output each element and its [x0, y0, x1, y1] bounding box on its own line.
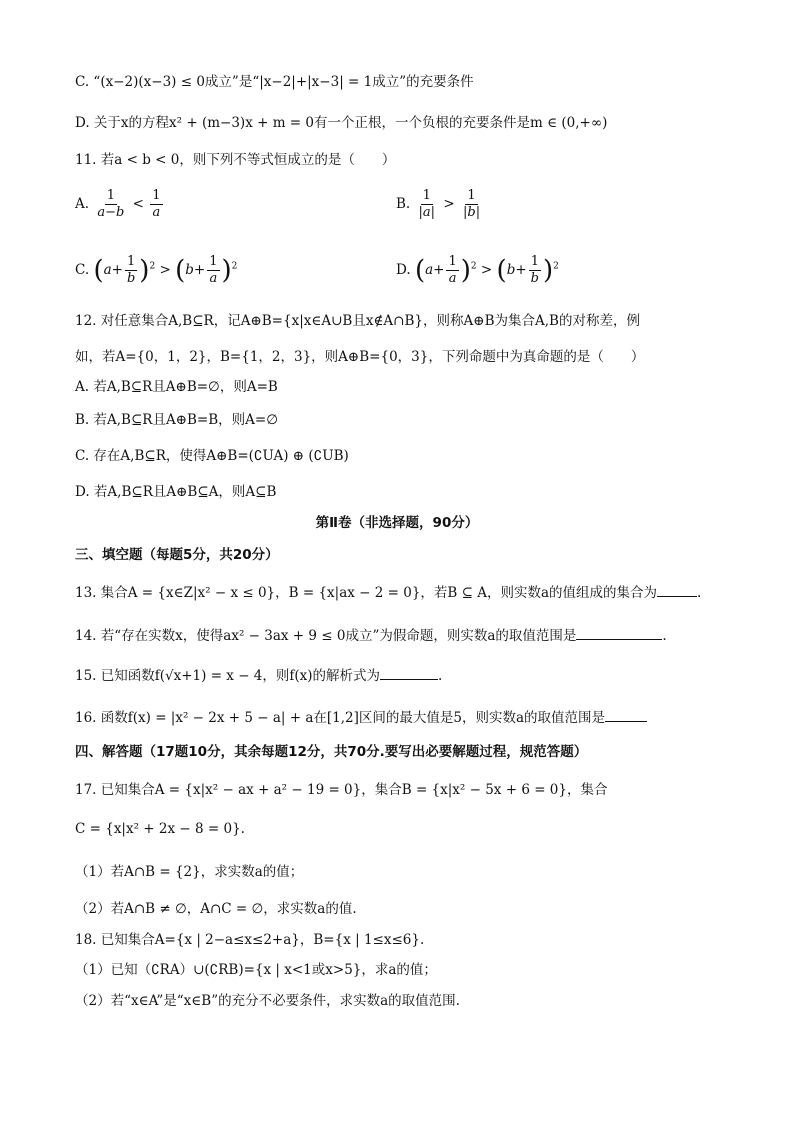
fraction: $\frac{1}{|b|}$ [462, 188, 481, 220]
question-17-line2: C = {x|x² + 2x − 8 = 0}. [75, 821, 245, 837]
option-10d: D. 关于x的方程x² + (m−3)x + m = 0有一个正根，一个负根的充要条件是m ∈ (0,+∞) [75, 115, 608, 131]
question-16 [75, 707, 647, 727]
option-label: C. [75, 262, 90, 278]
option-12b: B. 若A,B⊆R且A⊕B=B，则A=∅ [75, 412, 278, 428]
fraction: $\frac{1}{a}$ [152, 188, 161, 220]
option-11d: D. (a+ $\frac{1}{a}$ )$^2$ > (b+ $\frac{1}{b}$ )$^2$ [396, 254, 559, 286]
option-12d: D. 若A,B⊆R且A⊕B⊆A，则A⊆B [75, 484, 277, 500]
question-13: 13. 集合A = {x∈Z|x² − x ≤ 0}，B = {x|ax − 2 = 0}，若B ⊆ A，则实数a的值组成的集合为 . [75, 582, 701, 602]
question-18-part1: （1）已知（∁RA）∪(∁RB)={x | x<1或x>5}，求a的值； [75, 962, 437, 978]
option-11a [75, 188, 165, 221]
fraction: $\frac{1}{|a|}$ [418, 188, 436, 220]
answer-blank [576, 625, 662, 640]
question-12-line1: 12. 对任意集合A,B⊆R，记A⊕B={x|x∈A∪B且x∉A∩B}，则称A⊕B为集合A,B的对称差，例 [75, 313, 640, 329]
option-10c: C. “(x−2)(x−3) ≤ 0成立”是“|x−2|+|x−3| = 1成立”的充要条件 [75, 74, 474, 90]
question-17-part1: （1）若A∩B = {2}，求实数a的值； [75, 864, 304, 880]
option-label: A. [75, 196, 90, 212]
fraction: $\frac{1}{a-b}$ [97, 188, 125, 220]
section-4-heading: 四、解答题（17题10分，其余每题12分，共70分.要写出必要解题过程，规范答题） [75, 744, 588, 760]
option-11b [396, 188, 484, 221]
answer-blank [657, 582, 697, 597]
option-11c: C. (a+ $\frac{1}{b}$ )$^2$ > (b+ $\frac{1}{a}$ )$^2$ [75, 254, 238, 286]
question-11: 11. 若a < b < 0，则下列不等式恒成立的是（ ） [75, 152, 396, 168]
less-than-sign: < [132, 196, 144, 212]
question-18: 18. 已知集合A={x | 2−a≤x≤2+a}，B={x | 1≤x≤6}. [75, 932, 425, 948]
greater-than-sign: > [443, 196, 455, 212]
question-17-part2: （2）若A∩B ≠ ∅，A∩C = ∅，求实数a的值. [75, 901, 357, 917]
answer-blank [605, 707, 647, 722]
part-2-heading: 第Ⅱ卷（非选择题，90分） [315, 515, 479, 531]
question-14: 14. 若“存在实数x，使得ax² − 3ax + 9 ≤ 0成立”为假命题，则实数a的取值范围是 . [75, 625, 667, 645]
section-3-heading: 三、填空题（每题5分，共20分） [75, 547, 279, 563]
option-label: D. [396, 262, 411, 278]
question-12-line2: 如，若A={0，1，2}，B={1，2，3}，则A⊕B={0，3}，下列命题中为真命题的是（ ） [75, 349, 645, 365]
option-label: B. [396, 196, 411, 212]
question-17-line1: 17. 已知集合A = {x|x² − ax + a² − 19 = 0}，集合B = {x|x² − 5x + 6 = 0}，集合 [75, 782, 608, 798]
question-18-part2: （2）若“x∈A”是“x∈B”的充分不必要条件，求实数a的取值范围. [75, 993, 460, 1009]
option-12c: C. 存在A,B⊆R，使得A⊕B=(∁UA) ⊕ (∁UB) [75, 448, 349, 464]
question-14-text: 14. 若“存在实数x，使得ax² − 3ax + 9 ≤ 0成立”为假命题，则实数a的取值范围是 [75, 628, 577, 644]
option-12a: A. 若A,B⊆R且A⊕B=∅，则A=B [75, 379, 278, 395]
question-13-text: 13. 集合A = {x∈Z|x² − x ≤ 0}，B = {x|ax − 2 = 0}，若B ⊆ A，则实数a的值组成的集合为 [75, 585, 658, 601]
answer-blank [380, 665, 438, 680]
question-16-text: 16. 函数f(x) = |x² − 2x + 5 − a| + a在[1,2]区间的最大值是5，则实数a的取值范围是 [75, 710, 606, 726]
question-15: 15. 已知函数f(√x+1) = x − 4，则f(x)的解析式为 . [75, 665, 442, 685]
question-15-text: 15. 已知函数f(√x+1) = x − 4，则f(x)的解析式为 [75, 668, 381, 684]
